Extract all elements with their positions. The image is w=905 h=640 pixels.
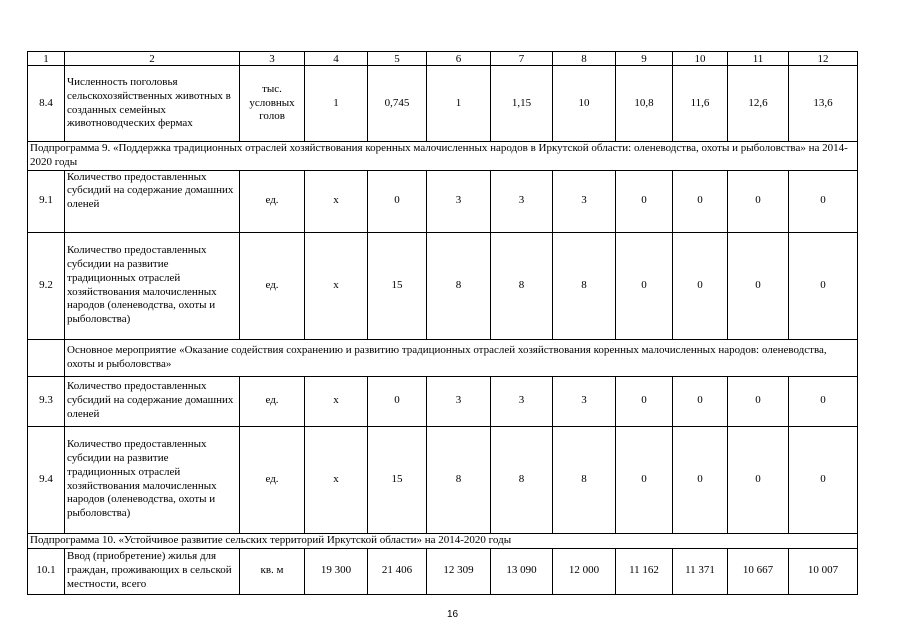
value-cell: 10 007 bbox=[789, 548, 858, 594]
indicator-name: Количество предоставленных субсидий на содержание домашних оленей bbox=[65, 376, 240, 426]
value-cell: 8 bbox=[553, 426, 616, 533]
table-row bbox=[28, 170, 858, 232]
row-number: 8.4 bbox=[28, 66, 65, 142]
section-row bbox=[28, 339, 858, 376]
value-cell: 8 bbox=[427, 426, 491, 533]
value-cell: х bbox=[305, 376, 368, 426]
value-cell: 8 bbox=[553, 232, 616, 339]
value-cell: 11,6 bbox=[673, 66, 728, 142]
page-number: 16 bbox=[446, 609, 459, 620]
value-cell: 3 bbox=[491, 376, 553, 426]
table-row bbox=[28, 66, 858, 142]
value-cell: 3 bbox=[427, 170, 491, 232]
value-cell: х bbox=[305, 426, 368, 533]
value-cell: 0 bbox=[728, 426, 789, 533]
value-cell: 0 bbox=[728, 376, 789, 426]
column-number: 10 bbox=[673, 52, 728, 66]
value-cell: 3 bbox=[553, 170, 616, 232]
value-cell: 10 667 bbox=[728, 548, 789, 594]
value-cell: 0 bbox=[616, 426, 673, 533]
value-cell: 3 bbox=[427, 376, 491, 426]
indicators-table bbox=[27, 51, 858, 595]
subprogram-title: Подпрограмма 10. «Устойчивое развитие сельских территорий Иркутской области» на 2014-2020 годы bbox=[28, 533, 858, 548]
empty-cell bbox=[28, 339, 65, 376]
value-cell: 21 406 bbox=[368, 548, 427, 594]
column-number: 12 bbox=[789, 52, 858, 66]
column-number: 4 bbox=[305, 52, 368, 66]
table-row bbox=[28, 426, 858, 533]
value-cell: 0 bbox=[616, 232, 673, 339]
row-number: 9.2 bbox=[28, 232, 65, 339]
indicator-name: Ввод (приобретение) жилья для граждан, проживающих в сельской местности, всего bbox=[65, 548, 240, 594]
value-cell: 0 bbox=[789, 426, 858, 533]
column-number: 1 bbox=[28, 52, 65, 66]
indicator-name: Количество предоставленных субсидии на развитие традиционных отраслей хозяйствования малочисленных народов (оленеводства, охоты и рыболовства) bbox=[65, 232, 240, 339]
value-cell: 12 000 bbox=[553, 548, 616, 594]
value-cell: 1 bbox=[427, 66, 491, 142]
subprogram-title: Подпрограмма 9. «Поддержка традиционных отраслей хозяйствования коренных малочисленных народов в Иркутской области: оленеводства, охоты и рыболовства» на 2014-2020 годы bbox=[28, 142, 858, 171]
value-cell: 19 300 bbox=[305, 548, 368, 594]
value-cell: 12 309 bbox=[427, 548, 491, 594]
value-cell: 0 bbox=[673, 376, 728, 426]
value-cell: 13,6 bbox=[789, 66, 858, 142]
value-cell: 0 bbox=[616, 376, 673, 426]
column-number-row bbox=[28, 52, 858, 66]
section-row bbox=[28, 533, 858, 548]
value-cell: 0 bbox=[728, 232, 789, 339]
value-cell: 10 bbox=[553, 66, 616, 142]
value-cell: 0 bbox=[673, 170, 728, 232]
value-cell: х bbox=[305, 170, 368, 232]
column-number: 11 bbox=[728, 52, 789, 66]
value-cell: 3 bbox=[491, 170, 553, 232]
value-cell: 0 bbox=[789, 376, 858, 426]
section-row bbox=[28, 142, 858, 171]
unit-cell: ед. bbox=[240, 170, 305, 232]
row-number: 10.1 bbox=[28, 548, 65, 594]
value-cell: 1 bbox=[305, 66, 368, 142]
value-cell: 0 bbox=[789, 232, 858, 339]
table-row bbox=[28, 232, 858, 339]
value-cell: 10,8 bbox=[616, 66, 673, 142]
column-number: 2 bbox=[65, 52, 240, 66]
value-cell: 8 bbox=[491, 426, 553, 533]
indicator-name: Количество предоставленных субсидий на содержание домашних оленей bbox=[65, 170, 240, 232]
row-number: 9.1 bbox=[28, 170, 65, 232]
value-cell: 15 bbox=[368, 232, 427, 339]
main-activity-title: Основное мероприятие «Оказание содействия сохранению и развитию традиционных отраслей хозяйствования коренных малочисленных народов: оленеводства, охоты и рыболовства» bbox=[65, 339, 858, 376]
value-cell: 0 bbox=[616, 170, 673, 232]
value-cell: 3 bbox=[553, 376, 616, 426]
table-row bbox=[28, 548, 858, 594]
table-row bbox=[28, 376, 858, 426]
unit-cell: ед. bbox=[240, 232, 305, 339]
value-cell: 11 162 bbox=[616, 548, 673, 594]
value-cell: 15 bbox=[368, 426, 427, 533]
unit-cell: кв. м bbox=[240, 548, 305, 594]
value-cell: 12,6 bbox=[728, 66, 789, 142]
column-number: 6 bbox=[427, 52, 491, 66]
column-number: 7 bbox=[491, 52, 553, 66]
column-number: 8 bbox=[553, 52, 616, 66]
value-cell: 13 090 bbox=[491, 548, 553, 594]
indicator-name: Численность поголовья сельскохозяйственных животных в созданных семейных животноводческих фермах bbox=[65, 66, 240, 142]
value-cell: 0,745 bbox=[368, 66, 427, 142]
value-cell: 0 bbox=[368, 170, 427, 232]
unit-cell: тыс. условных голов bbox=[240, 66, 305, 142]
column-number: 3 bbox=[240, 52, 305, 66]
value-cell: 0 bbox=[728, 170, 789, 232]
value-cell: 0 bbox=[673, 232, 728, 339]
row-number: 9.4 bbox=[28, 426, 65, 533]
row-number: 9.3 bbox=[28, 376, 65, 426]
column-number: 9 bbox=[616, 52, 673, 66]
value-cell: 1,15 bbox=[491, 66, 553, 142]
value-cell: 0 bbox=[673, 426, 728, 533]
column-number: 5 bbox=[368, 52, 427, 66]
value-cell: 0 bbox=[368, 376, 427, 426]
value-cell: 0 bbox=[789, 170, 858, 232]
unit-cell: ед. bbox=[240, 426, 305, 533]
value-cell: 8 bbox=[427, 232, 491, 339]
unit-cell: ед. bbox=[240, 376, 305, 426]
value-cell: 11 371 bbox=[673, 548, 728, 594]
value-cell: х bbox=[305, 232, 368, 339]
value-cell: 8 bbox=[491, 232, 553, 339]
indicator-name: Количество предоставленных субсидии на развитие традиционных отраслей хозяйствования малочисленных народов (оленеводства, охоты и рыболовства) bbox=[65, 426, 240, 533]
